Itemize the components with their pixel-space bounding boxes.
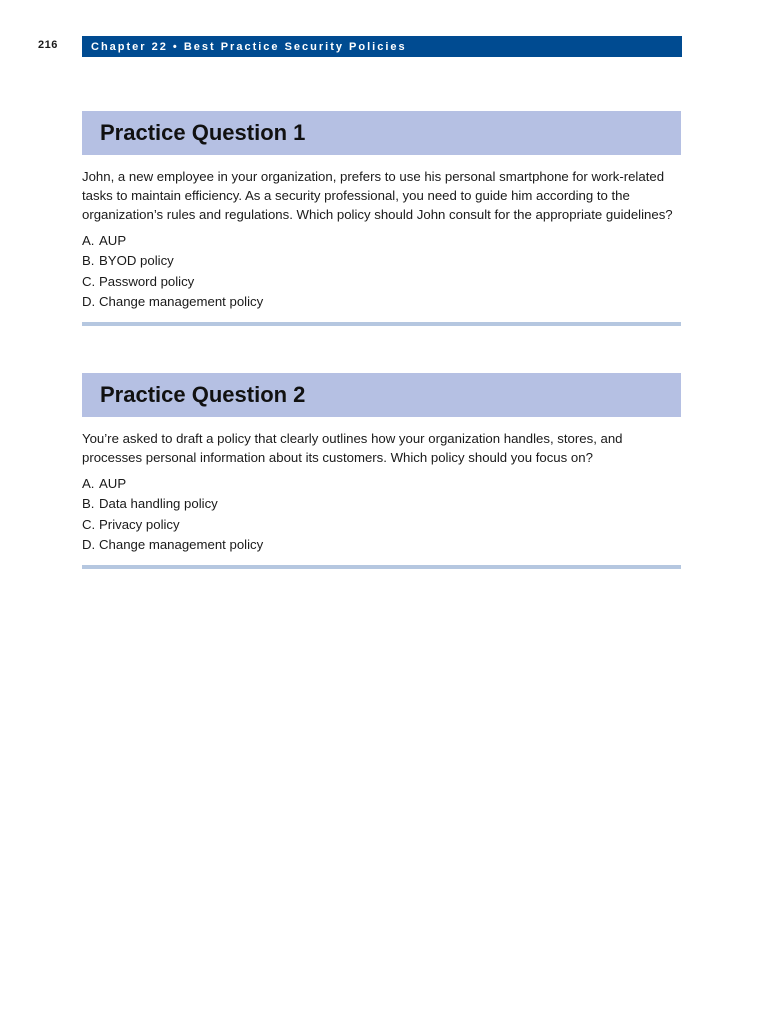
option-text: AUP (99, 476, 127, 491)
answer-option-d (82, 292, 681, 312)
option-letter: C. (82, 273, 96, 289)
practice-question-1 (82, 111, 681, 326)
option-letter: D. (82, 293, 96, 309)
answer-option-b (82, 251, 681, 271)
answer-option-c (82, 515, 681, 535)
question-body (82, 167, 681, 312)
option-text: Change management policy (99, 293, 264, 309)
chapter-title: Chapter 22 • Best Practice Security Policies (91, 40, 407, 53)
option-letter: B. (82, 253, 95, 269)
answer-option-c (82, 272, 681, 292)
option-letter: D. (82, 536, 96, 552)
option-letter: A. (82, 233, 95, 248)
option-letter: A. (82, 476, 95, 491)
answer-options (82, 474, 681, 555)
option-text: Data handling policy (99, 496, 218, 512)
option-text: Password policy (99, 273, 195, 289)
section-divider (82, 322, 681, 326)
question-body (82, 429, 681, 555)
option-text: BYOD policy (99, 253, 174, 269)
option-text: Change management policy (99, 536, 264, 552)
question-text: You’re asked to draft a policy that clearly outlines how your organization handles, stores, and processes personal information about its customers. Which policy should you focus on? (82, 431, 623, 465)
question-header (82, 111, 681, 155)
question-title: Practice Question 1 (100, 120, 306, 145)
question-title: Practice Question 2 (100, 382, 306, 407)
answer-option-d (82, 535, 681, 555)
option-text: AUP (99, 233, 127, 248)
answer-option-a (82, 474, 681, 494)
option-letter: B. (82, 496, 95, 512)
question-header (82, 373, 681, 417)
option-text: Privacy policy (99, 516, 180, 532)
practice-question-2 (82, 373, 681, 569)
option-letter: C. (82, 516, 96, 532)
question-text: John, a new employee in your organization, prefers to use his personal smartphone for work-related tasks to maintain efficiency. As a security professional, you need to guide him according to the organization’s rules and regulations. Which policy should John consult for the appropriate guidelines? (82, 169, 673, 222)
answer-option-b (82, 494, 681, 514)
chapter-header-bar (82, 36, 682, 57)
page-number: 216 (38, 39, 58, 51)
answer-options (82, 231, 681, 312)
answer-option-a (82, 231, 681, 251)
section-divider (82, 565, 681, 569)
